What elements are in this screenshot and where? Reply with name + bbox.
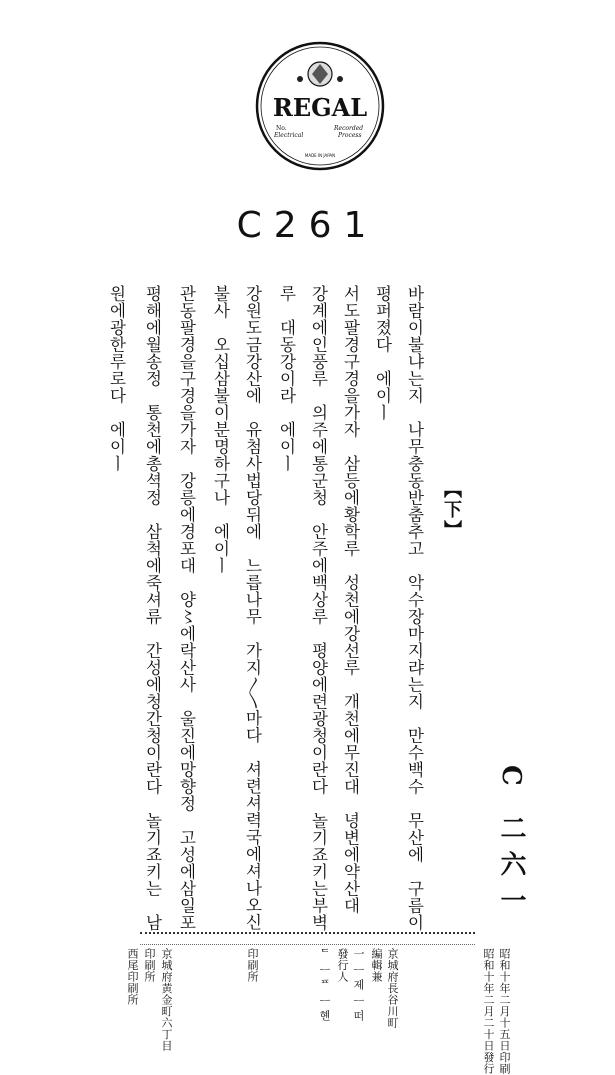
lyric-line-9: 평해에월송정 통천에총셕정 삼척에죽셔류 간성에청간청이란다 놀기죠키는 남 — [143, 285, 162, 931]
imprint-printshop-name: 西尾印刷所 — [126, 948, 139, 1006]
side-catalog-number: C 二六一 — [496, 765, 526, 923]
imprint-editor-name: 一 ᅳ 제 ᅳ 떠 — [352, 948, 365, 1022]
regal-label-logo — [254, 40, 386, 172]
imprint-printshop-label: 印刷所 — [143, 948, 156, 983]
logo-brand: REGAL — [272, 93, 368, 122]
lyric-line-6: 강원도금강산에 유첨사법당뒤에 느릅나무 가지〳〵마다 셔련셔력국에셔나오신 — [243, 285, 262, 931]
lyric-line-8: 관동팔경을구경을가자 강릉에경포대 양〻에락산사 울진에망향정 고성에삼일포 — [177, 285, 196, 931]
logo-bottom-caption: MADE IN JAPAN — [304, 153, 336, 158]
side-mark: 【下】 — [441, 480, 462, 540]
catalog-number: C261 — [236, 205, 379, 246]
lyric-line-3: 서도팔경구경을가자 삼등에황학루 성천에강선루 개천에무진대 녕변에약산대 — [341, 285, 360, 914]
logo-left-caption: No. — [276, 125, 287, 132]
lyric-line-4: 강계에인풍루 의주에통군청 안주에백상루 평양에련광청이란다 놀기죠키는부벽 — [309, 285, 328, 931]
imprint-editor-label: 編輯兼 — [370, 948, 383, 983]
imprint-publish-date: 昭和十年二月二十日發行 — [482, 948, 495, 1075]
divider-rule — [140, 932, 475, 945]
lyric-line-5: 루 대동강이라 에이ㅣ — [277, 285, 296, 472]
imprint-publisher-name: ᄃ ᅳ ᄑ ᅳ 혠 — [318, 948, 331, 1022]
imprint-publisher-address: 京城府長谷川町 — [386, 948, 399, 1029]
logo-right-caption: Recorded — [334, 125, 364, 132]
lyric-line-1: 바람이불냐는지 나무충동반춤추고 악수장마지랴는지 만수백수 무산에 구름이 — [405, 285, 424, 931]
imprint-print-date: 昭和十年二月十五日印刷 — [498, 948, 511, 1075]
logo-left-caption-2: Electrical — [274, 132, 304, 139]
lyric-line-2: 평퍼졌다 에이ㅣ — [373, 285, 392, 421]
lyric-line-7: 불사 오십삼불이분명하구나 에이ㅣ — [211, 285, 230, 574]
lyric-line-10: 원에광한루로다 에이ㅣ — [107, 285, 126, 472]
imprint-publisher-label: 發行人 — [336, 948, 349, 983]
logo-right-caption-2: Process — [338, 132, 362, 139]
imprint-printer-label: 印刷所 — [246, 948, 259, 983]
imprint-printer-address: 京城府黄金町六丁目 — [160, 948, 173, 1052]
